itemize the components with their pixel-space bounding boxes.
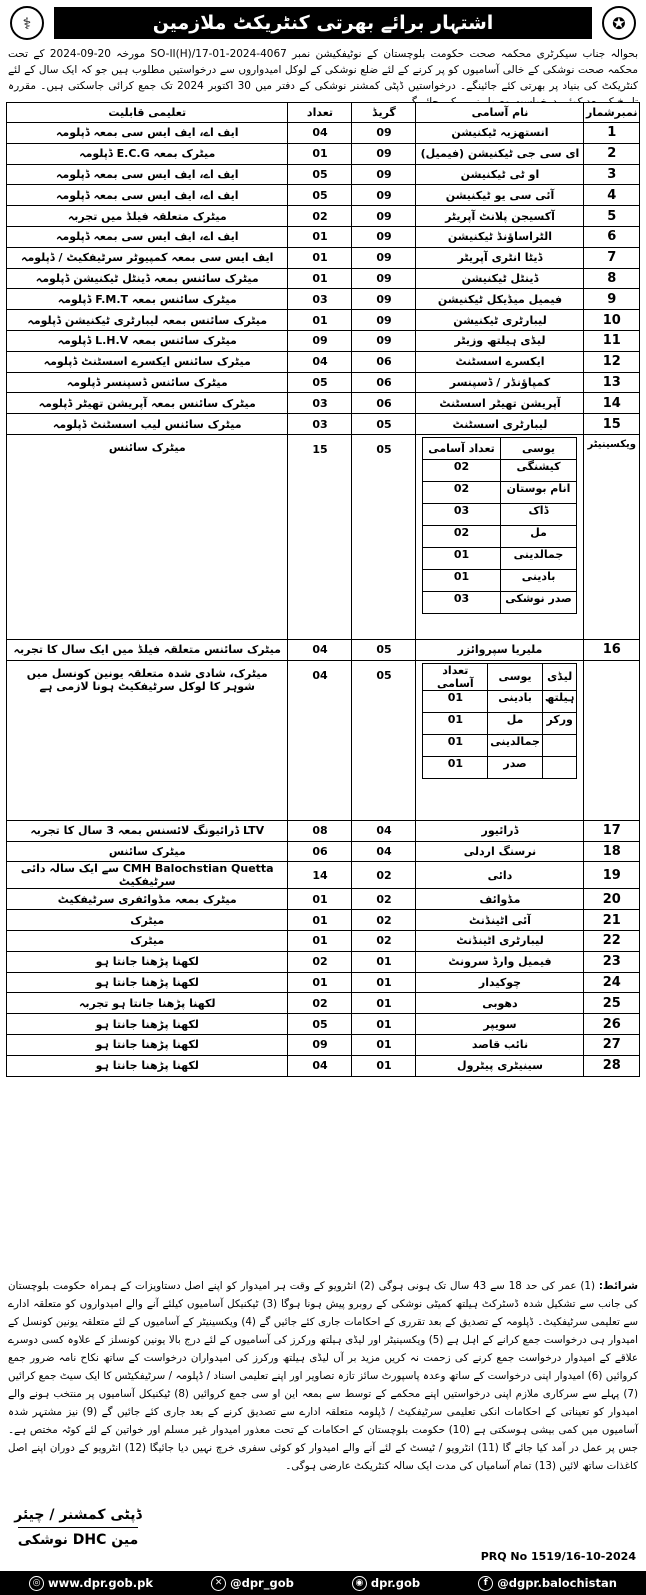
vaccinator-qty: 15 bbox=[288, 434, 352, 639]
row16-edu: میٹرک سائنس متعلقہ فیلڈ میں ایک سال کا تجربہ bbox=[7, 639, 288, 660]
lhw-uc: مل bbox=[488, 712, 543, 734]
cell-qty: 01 bbox=[288, 889, 352, 910]
table-row bbox=[7, 289, 640, 310]
lhw-sr-cell bbox=[584, 660, 640, 820]
vaccinator-uc: بادینی bbox=[500, 569, 577, 591]
cell-grade: 01 bbox=[352, 1034, 416, 1055]
cell-post: سویپر bbox=[416, 1014, 584, 1035]
cell-post: فیمیل میڈیکل ٹیکنیشن bbox=[416, 289, 584, 310]
cell-edu: میٹرک سائنس ڈسپنسر ڈپلومہ bbox=[7, 372, 288, 393]
cell-qty: 04 bbox=[288, 1055, 352, 1076]
cell-edu: میٹرک سائنس بمعہ F.M.T ڈپلومہ bbox=[7, 289, 288, 310]
lhw-grade: 05 bbox=[352, 660, 416, 820]
cell-post: ایکسرے اسسٹنٹ bbox=[416, 351, 584, 372]
facebook-icon: f bbox=[478, 1576, 493, 1591]
lhw-uc-row bbox=[423, 690, 577, 712]
cell-post: آئی اٹینڈنٹ bbox=[416, 910, 584, 931]
vaccinator-uc-row bbox=[423, 481, 577, 503]
cell-qty: 02 bbox=[288, 993, 352, 1014]
cell-qty: 14 bbox=[288, 862, 352, 889]
lhw-lady-cell: ہیلتھ bbox=[542, 690, 577, 712]
cell-edu: لکھنا پڑھنا جانتا ہو bbox=[7, 1034, 288, 1055]
cell-post: کمپاؤنڈر / ڈسپنسر bbox=[416, 372, 584, 393]
vaccinator-post: ویکسینیٹر bbox=[584, 434, 640, 639]
cell-qty: 08 bbox=[288, 820, 352, 841]
header-qty: تعداد bbox=[288, 103, 352, 123]
cell-grade: 09 bbox=[352, 164, 416, 185]
vaccinator-uc: صدر نوشکی bbox=[500, 591, 577, 613]
lhw-uc: جمالدینی bbox=[488, 734, 543, 756]
table-row bbox=[7, 1055, 640, 1076]
cell-sr: 11 bbox=[584, 330, 640, 351]
cell-post: سینیٹری پیٹرول bbox=[416, 1055, 584, 1076]
header-grade: گریڈ bbox=[352, 103, 416, 123]
vaccinator-uc-row bbox=[423, 547, 577, 569]
cell-qty: 09 bbox=[288, 330, 352, 351]
twitter-text: @dpr_gob bbox=[230, 1575, 294, 1590]
lhw-uc-row bbox=[423, 712, 577, 734]
table-row bbox=[7, 1034, 640, 1055]
cell-qty: 01 bbox=[288, 310, 352, 331]
cell-grade: 09 bbox=[352, 226, 416, 247]
authority-signature bbox=[8, 1505, 148, 1550]
table-row bbox=[7, 951, 640, 972]
vaccinator-uc-cell bbox=[416, 434, 584, 639]
cell-post: دھوبی bbox=[416, 993, 584, 1014]
cell-grade: 09 bbox=[352, 123, 416, 144]
cell-sr: 10 bbox=[584, 310, 640, 331]
vaccinator-uc-row bbox=[423, 503, 577, 525]
cell-post: فیمیل وارڈ سرونٹ bbox=[416, 951, 584, 972]
lhw-uc-table bbox=[422, 663, 577, 779]
cell-grade: 02 bbox=[352, 862, 416, 889]
cell-post: آکسیجن پلانٹ آپریٹر bbox=[416, 206, 584, 227]
conditions-text: (1) عمر کی حد 18 سے 43 سال تک ہونی ہوگی (2) انٹرویو کے وقت ہر امیدوار کو اپنے اصل دستاویزات کے ہمراہ حکومت بلوچستان کی جانب سے تشکیل شدہ ڈسٹرکٹ ہیلتھ کمیٹی نوشکی کے روبرو پیش ہونا ہوگا (3) ٹیکنیکل آسامیوں کیلئے آنے والے امیدواروں کو متعلقہ ادارے سے تعلیمی سرٹیفکیٹ۔ ڈپلومہ کے تصدیق کے بعد تقرری کے احکامات جاری کئے جائیں گے (4) ویکسینیٹر کے آسامیوں کے لئے متعلقہ یونین کونسل کے امیدوار ہی درخواست جمع کرانے کے اہل ہے (5) ویکسینیٹر اور لیڈی ہیلتھ ورکرز کی آسامیوں کے لئے درج بالا یونین کونسلز کے علاوہ کسی دوسرے علاقے کے امیدوار درخواست جمع کرنے کی زحمت نہ کریں مزید بر آں لیڈی ہیلتھ ورکرز کی امیدواران درخواست کے ساتھ نکاح نامہ ضرور جمع کروائیں (6) امیدوار اپنی درخواست کے ساتھ وعدہ پاسپورٹ سائز تازہ تصاویر اور اپنے تعلیمی اسناد / ڈپلومہ / سرٹیفکیٹس کا ایک سیٹ جمع کرائیں (7) پہلے سے سرکاری ملازم اپنی درخواستیں اپنے محکمے کے توسط سے بمعہ این او سی جمع کروائیں (8) ٹیکنیکل آسامیوں پر منتخب ہونے والے امیدوار کو تعیناتی کے احکامات انکی تعلیمی سرٹیفکیٹ / ڈپلومہ متعلقہ ادارے سے تصدیق کرنے کے بعد جاری کئے جائیں گے (9) نیز مشتہر شدہ آسامیوں میں کمی بیشی ہوسکتی ہے (10) حکومت بلوچستان کے احکامات کے تحت معذور امیدوار غیر مسلم اور خواتین کے لئے کوٹہ مختص ہے۔ جس پر عمل در آمد کیا جائے گا (11) انٹرویو / ٹیسٹ کے لئے آنے والے امیدوار کو کوئی سفری خرچ نہیں دیا جائیگا (12) انٹرویو کے دوران اپنے اصل کاغذات ساتھ لائیں (13) تمام آسامیاں کی مدت ایک سالہ کنٹریکٹ عارضی ہوگی۔ bbox=[8, 1280, 638, 1472]
cell-sr: 6 bbox=[584, 226, 640, 247]
cell-sr: 20 bbox=[584, 889, 640, 910]
lhw-edu: میٹرک، شادی شدہ متعلقہ یونین کونسل میں شوہر کا لوکل سرٹیفکیٹ ہونا لازمی ہے bbox=[7, 660, 288, 820]
cell-grade: 09 bbox=[352, 185, 416, 206]
lhw-uc-cell bbox=[416, 660, 584, 820]
authority-line1: ڈپٹی کمشنر / چیئر bbox=[14, 1507, 142, 1523]
table-row bbox=[7, 862, 640, 889]
row16-qty: 04 bbox=[288, 639, 352, 660]
ad-header bbox=[6, 6, 640, 44]
vaccinator-uc: ڈاک bbox=[500, 503, 577, 525]
cell-sr: 15 bbox=[584, 414, 640, 435]
row16-grade: 05 bbox=[352, 639, 416, 660]
cell-qty: 09 bbox=[288, 1034, 352, 1055]
cell-grade: 04 bbox=[352, 820, 416, 841]
cell-qty: 01 bbox=[288, 930, 352, 951]
cell-sr: 4 bbox=[584, 185, 640, 206]
cell-edu: لکھنا پڑھنا جانتا ہو تجربہ bbox=[7, 993, 288, 1014]
instagram-icon: ◉ bbox=[352, 1576, 367, 1591]
cell-post: لیبارٹری اسسٹنٹ bbox=[416, 414, 584, 435]
cell-grade: 01 bbox=[352, 972, 416, 993]
cell-qty: 02 bbox=[288, 206, 352, 227]
posts-table bbox=[6, 102, 640, 1077]
cell-qty: 01 bbox=[288, 268, 352, 289]
cell-edu: میٹرک بمعہ E.C.G ڈپلومہ bbox=[7, 143, 288, 164]
cell-post: لیڈی ہیلتھ وزیٹر bbox=[416, 330, 584, 351]
lhw-lady-cell bbox=[542, 756, 577, 778]
cell-sr: 26 bbox=[584, 1014, 640, 1035]
cell-qty: 01 bbox=[288, 972, 352, 993]
footer-website[interactable] bbox=[29, 1576, 153, 1591]
lhw-uc-row bbox=[423, 734, 577, 756]
cell-qty: 01 bbox=[288, 247, 352, 268]
vaccinator-uc: انام بوستان bbox=[500, 481, 577, 503]
table-row bbox=[7, 972, 640, 993]
cell-sr: 19 bbox=[584, 862, 640, 889]
website-text: www.dpr.gob.pk bbox=[48, 1575, 154, 1590]
row16-sr: 16 bbox=[584, 639, 640, 660]
cell-edu: میٹرک سائنس لیب اسسٹنٹ ڈپلومہ bbox=[7, 414, 288, 435]
cell-sr: 1 bbox=[584, 123, 640, 144]
vaccinator-uc-row bbox=[423, 569, 577, 591]
cell-qty: 03 bbox=[288, 414, 352, 435]
divider bbox=[18, 1527, 138, 1528]
table-row bbox=[7, 393, 640, 414]
vaccinator-uc-row bbox=[423, 459, 577, 481]
cell-post: انستھزیہ ٹیکنیشن bbox=[416, 123, 584, 144]
cell-edu: میٹرک bbox=[7, 930, 288, 951]
cell-sr: 17 bbox=[584, 820, 640, 841]
cell-sr: 27 bbox=[584, 1034, 640, 1055]
cell-qty: 05 bbox=[288, 1014, 352, 1035]
cell-grade: 06 bbox=[352, 393, 416, 414]
lhw-uc-row bbox=[423, 756, 577, 778]
table-row bbox=[7, 820, 640, 841]
lhw-uc: صدر bbox=[488, 756, 543, 778]
facebook-text: @dgpr.balochistan bbox=[497, 1575, 617, 1590]
cell-post: او ٹی ٹیکنیشن bbox=[416, 164, 584, 185]
cell-post: ای سی جی ٹیکنیشن (فیمیل) bbox=[416, 143, 584, 164]
cell-grade: 06 bbox=[352, 351, 416, 372]
footer-bar bbox=[0, 1571, 646, 1595]
cell-edu: میٹرک سائنس بمعہ آپریشن تھیٹر ڈپلومہ bbox=[7, 393, 288, 414]
table-row bbox=[7, 330, 640, 351]
lhw-lady-cell bbox=[542, 734, 577, 756]
cell-qty: 05 bbox=[288, 164, 352, 185]
table-row bbox=[7, 226, 640, 247]
lhw-qty: 01 bbox=[423, 756, 488, 778]
cell-edu: لکھنا پڑھنا جانتا ہو bbox=[7, 1014, 288, 1035]
cell-edu: ایف اے، ایف ایس سی بمعہ ڈپلومہ bbox=[7, 226, 288, 247]
cell-qty: 05 bbox=[288, 372, 352, 393]
cell-grade: 01 bbox=[352, 951, 416, 972]
cell-post: لیبارٹری ٹیکنیشن bbox=[416, 310, 584, 331]
cell-qty: 04 bbox=[288, 123, 352, 144]
cell-grade: 02 bbox=[352, 910, 416, 931]
cell-grade: 02 bbox=[352, 930, 416, 951]
cell-post: چوکیدار bbox=[416, 972, 584, 993]
cell-grade: 02 bbox=[352, 889, 416, 910]
twitter-icon: ✕ bbox=[211, 1576, 226, 1591]
cell-sr: 2 bbox=[584, 143, 640, 164]
globe-icon: ◎ bbox=[29, 1576, 44, 1591]
cell-grade: 01 bbox=[352, 1055, 416, 1076]
cell-grade: 09 bbox=[352, 206, 416, 227]
table-row bbox=[7, 143, 640, 164]
cell-sr: 3 bbox=[584, 164, 640, 185]
vaccinator-uc-table bbox=[422, 437, 577, 614]
cell-post: نائب قاصد bbox=[416, 1034, 584, 1055]
cell-post: ڈیٹا انٹری آپریٹر bbox=[416, 247, 584, 268]
vaccinator-uc: مل bbox=[500, 525, 577, 547]
cell-sr: 9 bbox=[584, 289, 640, 310]
ad-title: اشتہار برائے بھرتی کنٹریکٹ ملازمین bbox=[54, 7, 592, 39]
conditions-paragraph bbox=[8, 1277, 638, 1475]
cell-edu: ایف اے، ایف ایس سی بمعہ ڈپلومہ bbox=[7, 185, 288, 206]
cell-sr: 8 bbox=[584, 268, 640, 289]
table-row bbox=[7, 414, 640, 435]
cell-post: مڈوائف bbox=[416, 889, 584, 910]
lhw-qty-header: تعداد آسامی bbox=[423, 663, 488, 690]
cell-grade: 09 bbox=[352, 310, 416, 331]
table-row-vaccinator bbox=[7, 434, 640, 639]
table-row bbox=[7, 206, 640, 227]
cell-post: نرسنگ اردلی bbox=[416, 841, 584, 862]
cell-qty: 01 bbox=[288, 143, 352, 164]
vaccinator-uc: جمالدینی bbox=[500, 547, 577, 569]
table-row-lhw bbox=[7, 660, 640, 820]
cell-edu: میٹرک سائنس ایکسرے اسسٹنٹ ڈپلومہ bbox=[7, 351, 288, 372]
lhw-qty: 01 bbox=[423, 734, 488, 756]
cell-grade: 06 bbox=[352, 372, 416, 393]
cell-post: آئی سی یو ٹیکنیشن bbox=[416, 185, 584, 206]
header-post: نام آسامی bbox=[416, 103, 584, 123]
cell-edu: ایف ایس سی بمعہ کمپیوٹر سرٹیفکیٹ / ڈپلومہ bbox=[7, 247, 288, 268]
table-row-16 bbox=[7, 639, 640, 660]
lhw-qty: 01 bbox=[423, 712, 488, 734]
vaccinator-qty: 02 bbox=[423, 481, 500, 503]
instagram-text: dpr.gob bbox=[370, 1575, 421, 1590]
cell-sr: 12 bbox=[584, 351, 640, 372]
cell-grade: 09 bbox=[352, 268, 416, 289]
cell-sr: 21 bbox=[584, 910, 640, 931]
vaccinator-qty: 03 bbox=[423, 503, 500, 525]
vaccinator-uc-row bbox=[423, 525, 577, 547]
cell-post: دائی bbox=[416, 862, 584, 889]
table-row bbox=[7, 930, 640, 951]
cell-grade: 01 bbox=[352, 1014, 416, 1035]
vaccinator-uc-row bbox=[423, 591, 577, 613]
conditions-label: شرائط: bbox=[598, 1280, 638, 1292]
table-row bbox=[7, 1014, 640, 1035]
vaccinator-qty: 01 bbox=[423, 547, 500, 569]
cell-edu: میٹرک سائنس بمعہ لیبارٹری ٹیکنیشن ڈپلومہ bbox=[7, 310, 288, 331]
cell-edu: لکھنا پڑھنا جانتا ہو bbox=[7, 972, 288, 993]
vaccinator-uc: کیشنگی bbox=[500, 459, 577, 481]
cell-sr: 13 bbox=[584, 372, 640, 393]
authority-line2: مین DHC نوشکی bbox=[17, 1532, 139, 1548]
cell-grade: 09 bbox=[352, 330, 416, 351]
cell-post: لیبارٹری اٹینڈنٹ bbox=[416, 930, 584, 951]
cell-edu: لکھنا پڑھنا جانتا ہو bbox=[7, 951, 288, 972]
cell-grade: 05 bbox=[352, 414, 416, 435]
health-department-emblem-icon: ⚕ bbox=[10, 6, 44, 40]
table-row bbox=[7, 310, 640, 331]
cell-edu: LTV ڈرائیونگ لائسنس بمعہ 3 سال کا تجربہ bbox=[7, 820, 288, 841]
cell-edu: میٹرک bbox=[7, 910, 288, 931]
cell-post: الٹراساؤنڈ ٹیکنیشن bbox=[416, 226, 584, 247]
cell-edu: CMH Balochstian Quetta سے ایک سالہ دائی سرٹیفکیٹ bbox=[7, 862, 288, 889]
vaccinator-qty: 03 bbox=[423, 591, 500, 613]
cell-post: آپریشن تھیٹر اسسٹنٹ bbox=[416, 393, 584, 414]
cell-grade: 09 bbox=[352, 247, 416, 268]
table-row bbox=[7, 351, 640, 372]
cell-edu: لکھنا پڑھنا جانتا ہو bbox=[7, 1055, 288, 1076]
intro-paragraph: بحوالہ جناب سیکرٹری محکمہ صحت حکومت بلوچستان کے نوٹیفکیشن نمبر SO-II(H)/17-01-2024-4067 مورخہ 20-09-2024 کے تحت محکمہ صحت نوشکی کے خالی آسامیوں کو پر کرنے کے لئے ضلع نوشکی کے لوکل امیدواروں سے درخواستیں مطلوب ہیں جو کہ ایک سال کے لئے کنٹریکٹ کی بنیاد پر بھرتی کئے جائینگے۔ درخواستیں ڈپٹی کمشنر نوشکی کے دفتر میں 30 اکتوبر 2024 تک جمع کرائی جاسکتی ہیں۔ مقررہ bbox=[8, 48, 639, 92]
cell-qty: 03 bbox=[288, 289, 352, 310]
table-row bbox=[7, 268, 640, 289]
table-row bbox=[7, 993, 640, 1014]
footer-instagram[interactable] bbox=[352, 1576, 420, 1591]
vaccinator-edu: میٹرک سائنس bbox=[7, 434, 288, 639]
cell-post: ڈرائیور bbox=[416, 820, 584, 841]
footer-twitter[interactable] bbox=[211, 1576, 294, 1591]
cell-sr: 5 bbox=[584, 206, 640, 227]
prq-number: PRQ No 1519/16-10-2024 bbox=[480, 1550, 636, 1563]
cell-sr: 14 bbox=[584, 393, 640, 414]
vaccinator-qty: 02 bbox=[423, 525, 500, 547]
cell-qty: 03 bbox=[288, 393, 352, 414]
cell-qty: 06 bbox=[288, 841, 352, 862]
cell-edu: ایف اے، ایف ایس سی بمعہ ڈپلومہ bbox=[7, 164, 288, 185]
cell-qty: 01 bbox=[288, 910, 352, 931]
table-row bbox=[7, 910, 640, 931]
vaccinator-qty-header: تعداد آسامی bbox=[423, 437, 500, 459]
cell-sr: 23 bbox=[584, 951, 640, 972]
cell-edu: میٹرک متعلقہ فیلڈ میں تجربہ bbox=[7, 206, 288, 227]
cell-edu: میٹرک سائنس بمعہ L.H.V ڈپلومہ bbox=[7, 330, 288, 351]
lhw-qty: 04 bbox=[288, 660, 352, 820]
cell-grade: 04 bbox=[352, 841, 416, 862]
cell-sr: 28 bbox=[584, 1055, 640, 1076]
header-edu: تعلیمی قابلیت bbox=[7, 103, 288, 123]
vaccinator-qty: 01 bbox=[423, 569, 500, 591]
header-sr: نمبرشمار bbox=[584, 103, 640, 123]
balochistan-government-emblem-icon: ✪ bbox=[602, 6, 636, 40]
cell-post: ڈینٹل ٹیکنیشن bbox=[416, 268, 584, 289]
cell-qty: 05 bbox=[288, 185, 352, 206]
table-row bbox=[7, 372, 640, 393]
cell-qty: 02 bbox=[288, 951, 352, 972]
lhw-lady-header: لیڈی bbox=[542, 663, 577, 690]
cell-grade: 09 bbox=[352, 289, 416, 310]
cell-edu: میٹرک سائنس بمعہ ڈینٹل ٹیکنیشن ڈپلومہ bbox=[7, 268, 288, 289]
vaccinator-grade: 05 bbox=[352, 434, 416, 639]
lhw-qty: 01 bbox=[423, 690, 488, 712]
lhw-uc-header: یوسی bbox=[488, 663, 543, 690]
lhw-uc: بادینی bbox=[488, 690, 543, 712]
cell-sr: 7 bbox=[584, 247, 640, 268]
cell-sr: 22 bbox=[584, 930, 640, 951]
cell-sr: 24 bbox=[584, 972, 640, 993]
lhw-lady-cell: ورکر bbox=[542, 712, 577, 734]
cell-grade: 01 bbox=[352, 993, 416, 1014]
table-row bbox=[7, 841, 640, 862]
vaccinator-qty: 02 bbox=[423, 459, 500, 481]
cell-qty: 01 bbox=[288, 226, 352, 247]
table-header-row bbox=[7, 103, 640, 123]
table-row bbox=[7, 247, 640, 268]
footer-facebook[interactable] bbox=[478, 1576, 617, 1591]
table-row bbox=[7, 889, 640, 910]
table-row bbox=[7, 185, 640, 206]
row16-post: ملیریا سپروائزر bbox=[416, 639, 584, 660]
cell-qty: 04 bbox=[288, 351, 352, 372]
cell-grade: 09 bbox=[352, 143, 416, 164]
vaccinator-uc-header: یوسی bbox=[500, 437, 577, 459]
table-row bbox=[7, 164, 640, 185]
cell-edu: میٹرک بمعہ مڈوائفری سرٹیفکیٹ bbox=[7, 889, 288, 910]
cell-edu: ایف اے، ایف ایس سی بمعہ ڈپلومہ bbox=[7, 123, 288, 144]
cell-sr: 25 bbox=[584, 993, 640, 1014]
table-row bbox=[7, 123, 640, 144]
cell-sr: 18 bbox=[584, 841, 640, 862]
cell-edu: میٹرک سائنس bbox=[7, 841, 288, 862]
